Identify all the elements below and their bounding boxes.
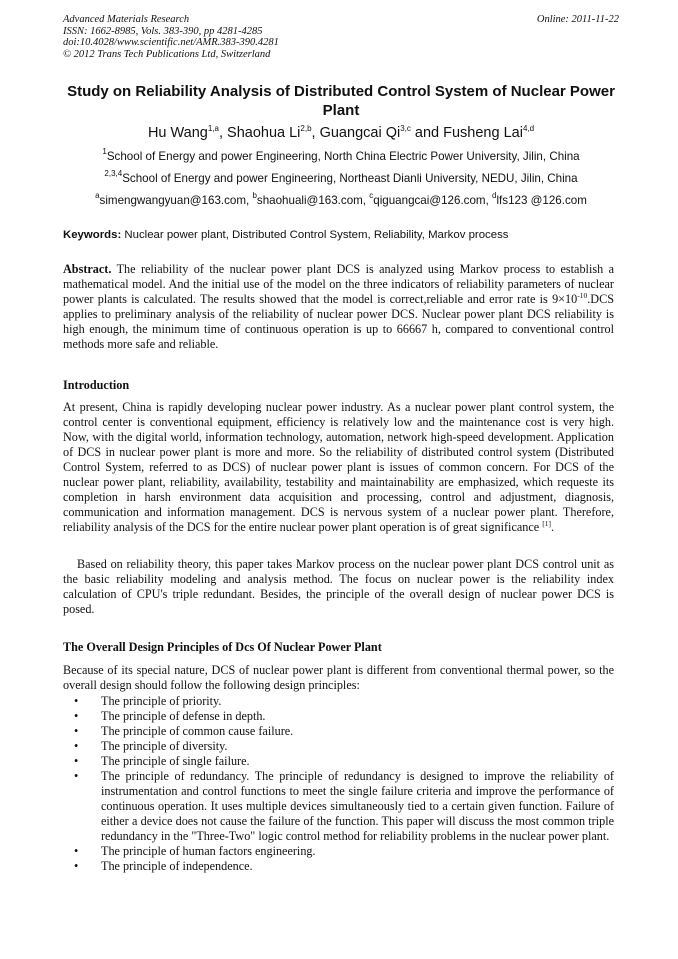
introduction-text-end: . [550, 520, 555, 534]
email-sup: a [95, 191, 100, 200]
list-item-text: The principle of redundancy. The principle of redundancy is designed to improve the reliability of instrumentation and control functions to meet the single failure criteria and improve the performance of continuous operation. It uses multiple devices simultaneously tied to a certain given function. Failure of either a device does not cause the failure of the function. This paper will discuss the most common triple redundancy in the "Three-Two" logic control method for reliability problems in the nuclear power plant. [101, 769, 614, 843]
affiliation-sup: 1 [102, 147, 107, 156]
list-item-text: The principle of common cause failure. [101, 724, 294, 738]
email-sup: b [252, 191, 257, 200]
keywords [63, 228, 619, 242]
keywords-text: Nuclear power plant, Distributed Control System, Reliability, Markov process [124, 229, 509, 241]
keywords-label: Keywords: [63, 229, 122, 241]
bullet-icon: • [74, 694, 79, 708]
bullet-icon: • [74, 769, 79, 783]
list-item-text: The principle of independence. [101, 859, 253, 873]
introduction-paragraph-1 [63, 400, 614, 535]
citation-ref[interactable]: [1] [542, 519, 551, 528]
bullet-icon: • [74, 709, 79, 723]
author-sup: 1,a [207, 124, 219, 133]
introduction-paragraph-2: Based on reliability theory, this paper takes Markov process on the nuclear power plant DCS control unit as the basic reliability modeling and analysis method. The focus on nuclear power is the reliability index calculation of CPU's triple redundant. Besides, the principle of the overall design of nuclear power DCS is posed. [63, 557, 614, 616]
design-heading: The Overall Design Principles of Dcs Of Nuclear Power Plant [63, 640, 382, 654]
abstract-text-continued: .DCS applies to preliminary analysis of the reliability of nuclear power DCS. Nuclear power plant DCS reliability is high enough, the minimum time of continuous operation is up to 66667 h, compared to conventional control methods more safe and reliable. [63, 292, 614, 351]
author-sup: 2,b [300, 124, 312, 133]
list-item [63, 724, 614, 739]
list-item-text: The principle of defense in depth. [101, 709, 266, 723]
list-item [63, 769, 614, 844]
journal-header [63, 14, 619, 60]
author-sup: 4,d [522, 124, 535, 133]
bullet-icon: • [74, 754, 79, 768]
list-item [63, 694, 614, 709]
bullet-icon: • [74, 724, 79, 738]
email-list: $^a$simengwangyuan@163.com, $^b$shaohuali@163.com, $^c$qiguangcai@126.com, $^d$lfs123 @126.com [95, 191, 587, 207]
list-item-text: The principle of priority. [101, 694, 222, 708]
list-item-text: The principle of diversity. [101, 739, 228, 753]
author-list: Hu Wang$^{1,a}$, Shaohua Li$^{2,b}$, Guangcai Qi$^{3,c}$ and Fusheng Lai$^{4,d}$ [147, 124, 535, 141]
email-address[interactable]: lfs123 @126.com [496, 194, 587, 207]
author-name: Shaohua Li [227, 125, 301, 141]
affiliation-2 [63, 169, 619, 186]
abstract [63, 262, 614, 352]
copyright-line: © 2012 Trans Tech Publications Ltd, Switzerland [63, 48, 271, 60]
list-item [63, 859, 614, 874]
introduction-text: At present, China is rapidly developing nuclear power industry. As a nuclear power plant control system, the control center is conventional equipment, efficiency is relatively low and the maintenance cost is very high. Now, with the digital world, information technology, automation, network high-speed development. Application of DCS in nuclear power plant is more and more. So the reliability of distributed control system (Distributed Control System, referred to as DCS) of nuclear power plant is issues of common concern. For DCS of the nuclear power plant, reliability, availability, testability and maintainability are emphasized, which requeste its completion in harsh environment data acquisition and processing, control and adjustment, diagnosis, communication and information management. DCS is nervous system of a nuclear power plant. Therefore, reliability analysis of the DCS for the entire nuclear power plant operation is of great significance [63, 400, 614, 534]
list-item [63, 844, 614, 859]
list-item-text: The principle of human factors engineering. [101, 844, 316, 858]
list-item-text: The principle of single failure. [101, 754, 250, 768]
affiliation-text: School of Energy and power Engineering, North China Electric Power University, Jilin, China [106, 150, 580, 163]
author-name: Guangcai Qi [319, 125, 401, 141]
email-sup: c [369, 191, 374, 200]
email-address[interactable]: simengwangyuan@163.com [99, 194, 247, 207]
doi-line[interactable]: doi:10.4028/www.scientific.net/AMR.383-390.4281 [63, 37, 279, 49]
list-item [63, 754, 614, 769]
author-sup: 3,c [400, 124, 411, 133]
online-date: Online: 2011-11-22 [536, 14, 619, 25]
affiliation-sup: 2,3,4 [104, 169, 123, 178]
paper-title: Study on Reliability Analysis of Distributed Control System of Nuclear Power Plant [67, 83, 615, 119]
email-address[interactable]: shaohuali@163.com [256, 194, 363, 207]
bullet-icon: • [74, 739, 79, 753]
abstract-label: Abstract. [63, 262, 112, 276]
design-intro: Because of its special nature, DCS of nuclear power plant is different from conventional thermal power, so the overall design should follow the following design principles: [63, 663, 614, 692]
bullet-icon: • [74, 859, 79, 873]
design-principles-list [63, 694, 614, 874]
journal-name: Advanced Materials Research [63, 14, 190, 25]
list-item [63, 739, 614, 754]
email-address[interactable]: qiguangcai@126.com [373, 194, 486, 207]
introduction-heading: Introduction [63, 378, 130, 392]
affiliation-1 [63, 147, 619, 164]
bullet-icon: • [74, 844, 79, 858]
author-name: Hu Wang [147, 125, 208, 141]
affiliation-text: School of Energy and power Engineering, Northeast Dianli University, NEDU, Jilin, China [122, 172, 578, 185]
issn-line: ISSN: 1662-8985, Vols. 383-390, pp 4281-4285 [63, 25, 263, 37]
author-name: Fusheng Lai [443, 125, 523, 141]
list-item [63, 709, 614, 724]
email-sup: d [492, 191, 497, 200]
abstract-text: The reliability of the nuclear power plant DCS is analyzed using Markov process to establish a mathematical model. And the initial use of the model on the three indicators of reliability parameters of nuclear power plants is calculated. The results showed that the model is correct,reliable and error rate is 9×10 [63, 262, 614, 306]
abstract-exponent: -10 [577, 291, 588, 300]
